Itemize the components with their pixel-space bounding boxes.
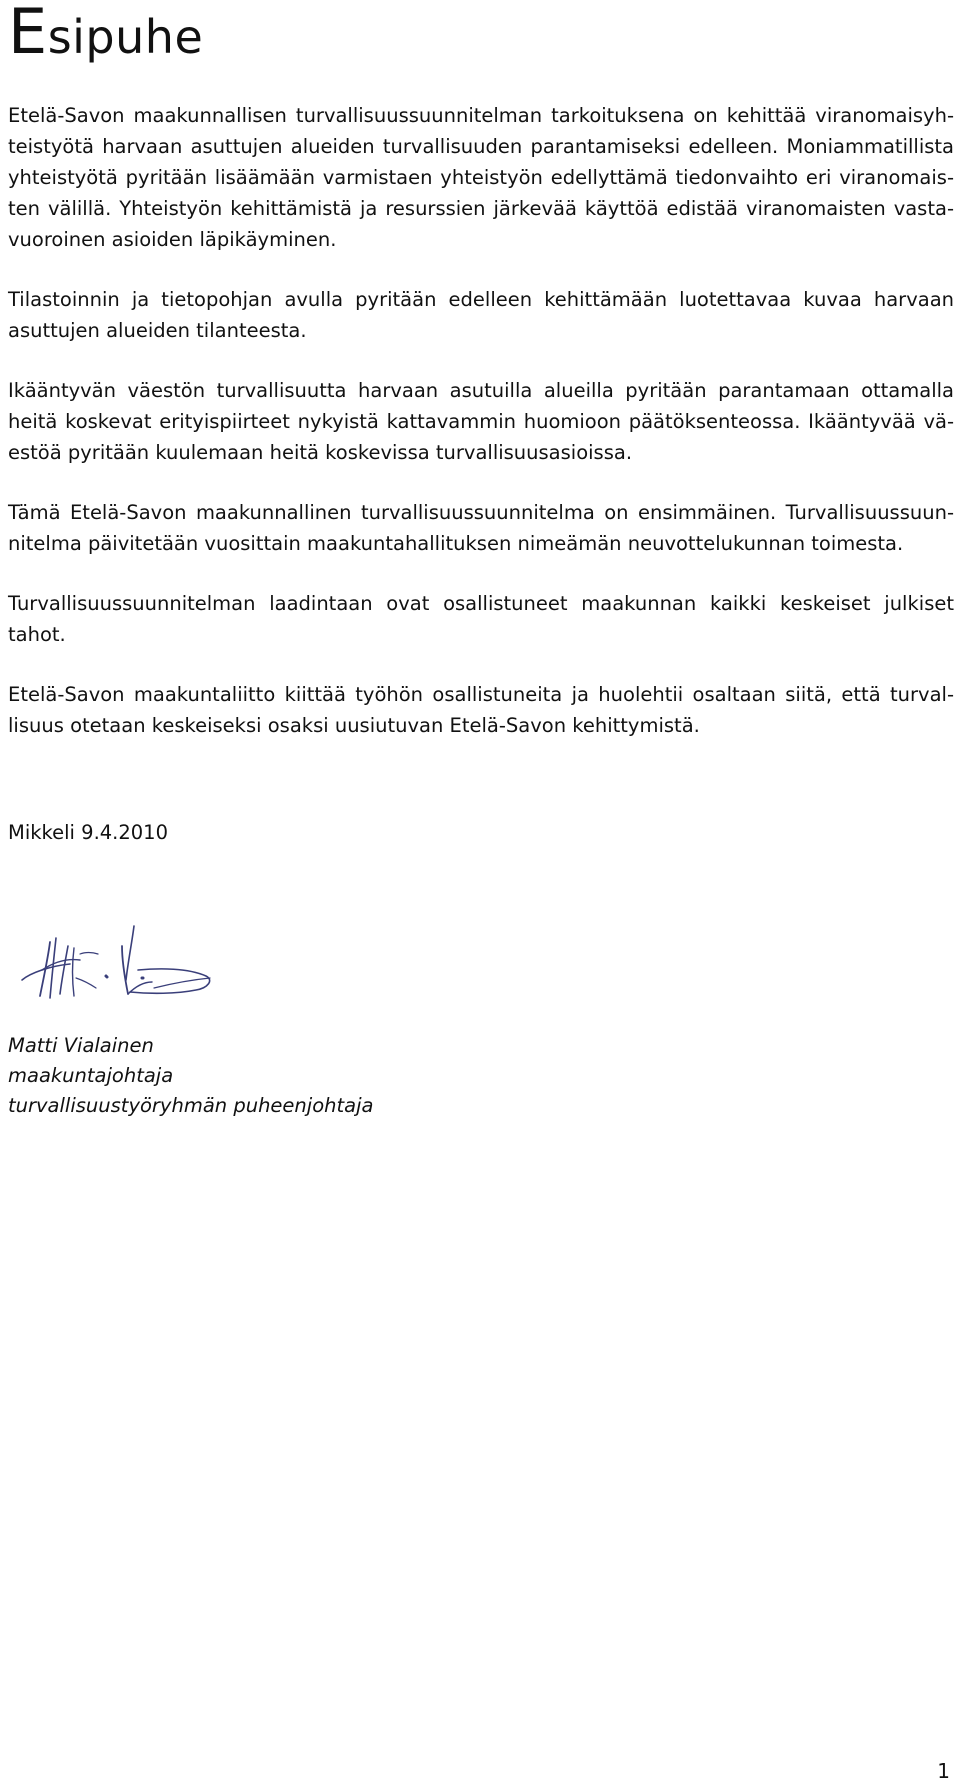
paragraph: Ikääntyvän väestön turvallisuutta harvaan asutuilla alueilla pyritään parantamaan ottamalla heitä koskevat erityispiirteet nykyistä kattavammin huomioon päätöksenteossa. Ikääntyvää väestöä pyritään kuulemaan heitä koskevissa turvallisuusasioissa. (8, 379, 954, 464)
paragraph: Turvallisuussuunnitelman laadintaan ovat osallistuneet maakunnan kaikki keskeiset julkiset tahot. (8, 592, 954, 646)
page-number: 1 (937, 1759, 950, 1783)
paragraph: Tilastoinnin ja tietopohjan avulla pyritään edelleen kehittämään luotettavaa kuvaa harvaan asuttujen alueiden tilanteesta. (8, 288, 954, 342)
title-rest: sipuhe (47, 10, 204, 64)
page-title (8, 2, 203, 67)
handwritten-signature (10, 918, 230, 1018)
body-text (8, 100, 954, 770)
signer-block (8, 1031, 373, 1121)
paragraph: Etelä-Savon maakunnallisen turvallisuussuunnitelman tarkoituksena on kehittää viranomaisyhteistyötä harvaan asuttujen alueiden turvallisuuden parantamiseksi edelleen. Moniammatillista yhteistyötä pyritään lisäämään varmistaen yhteistyön edellyttämä tiedonvaihto eri viranomaisten välillä. Yhteistyön kehittämistä ja resurssien järkevää käyttöä edistää viranomaisten vastavuoroinen asioiden läpikäyminen. (8, 104, 954, 251)
paragraph: Etelä-Savon maakuntaliitto kiittää työhön osallistuneita ja huolehtii osaltaan siitä, että turvallisuus otetaan keskeiseksi osaksi uusiutuvan Etelä-Savon kehittymistä. (8, 683, 954, 737)
place-date: Mikkeli 9.4.2010 (8, 821, 168, 844)
signer-role: maakuntajohtaja (8, 1064, 174, 1087)
signer-name: Matti Vialainen (8, 1034, 154, 1057)
title-initial: E (8, 0, 48, 68)
paragraph: Tämä Etelä-Savon maakunnallinen turvallisuussuunnitelma on ensimmäinen. Turvallisuussuunnitelma päivitetään vuosittain maakuntahallituksen nimeämän neuvottelukunnan toimesta. (8, 501, 954, 555)
signer-position: turvallisuustyöryhmän puheenjohtaja (8, 1094, 374, 1117)
